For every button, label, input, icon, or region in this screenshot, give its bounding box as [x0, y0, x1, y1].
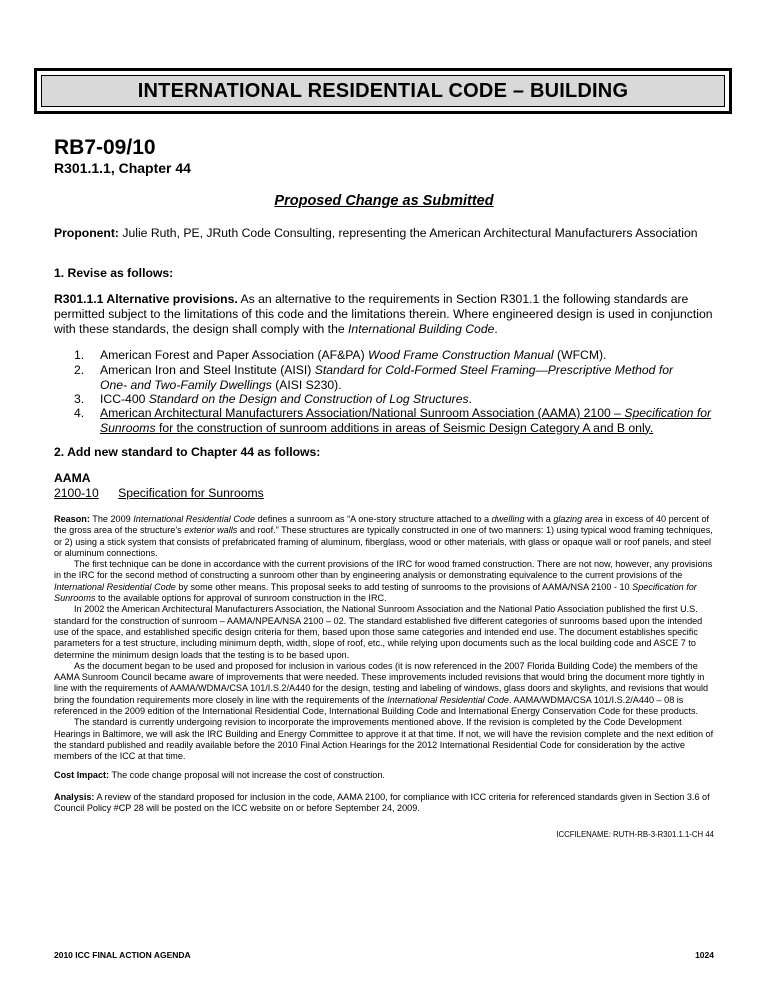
step-2-heading: 2. Add new standard to Chapter 44 as follows:	[54, 445, 321, 459]
provision-ref: International Building Code	[348, 322, 495, 336]
list-2-b: Standard for Cold-Formed Steel Framing—Prescriptive Method for One- and Two-Family Dwellings	[100, 363, 674, 392]
reason-p2-b: by some other means. This proposal seeks to add testing of sunrooms to the provisions of AAMA/NSA 2100 - 10	[178, 581, 630, 592]
provision-text-a: As an alternative to the requirements in Section R301.1 the following standards are permitted subject to the limitations of this code and the limitations therein. Where engineered design is used in conjunction with these standards, the design shall comply with the	[54, 292, 713, 336]
reason-p4-b: . AAMA/WDMA/CSA 101/I.S.2/A440 – 08 is referenced in the 2009 edition of the International Residential Code, International Building Code and International Energy Conservation Code for these products.	[54, 694, 699, 717]
analysis-text: A review of the standard proposed for inclusion in the code, AAMA 2100, for compliance with ICC criteria for referenced standards given in Section 3.6 of Council Policy #CP 28 will be posted on the ICC website on or before September 24, 2009.	[54, 792, 710, 814]
reason-p1-ref2: dwelling	[491, 514, 525, 524]
cost-impact	[54, 770, 716, 781]
document-id: RB7-09/10	[54, 136, 156, 159]
reason-p1-ref4: exterior walls	[184, 525, 238, 536]
page-number: 1024	[695, 950, 714, 960]
reason-p2-a: The first technique can be done in accordance with the current provisions of the IRC for wood framed construction. There are not now, however, any provisions in the IRC for the second method of constructing a sunroom other than by engineering analysis or demonstrating equivalence to the current provisions of the	[54, 559, 713, 581]
reason-section	[54, 514, 716, 763]
section-heading: Proposed Change as Submitted	[274, 193, 494, 209]
provision-paragraph	[54, 292, 716, 337]
list-num-2: 2.	[74, 363, 85, 377]
cost-text: The code change proposal will not increase the cost of construction.	[111, 770, 385, 780]
reason-p5: The standard is currently undergoing revision to incorporate the improvements mentioned above. If the revision is completed by the Code Development Hearings in Baltimore, we will ask the IRC Building and Energy Committee to approve it at that time. If not, we will have the revision complete and the next edition of the standard published and readily available before the 2010 Final Action Hearings for the 2012 International Residential Code for consideration by the active members of the ICC at that time.	[54, 717, 714, 762]
list-2-a: American Iron and Steel Institute (AISI)	[100, 363, 312, 377]
standard-org: AAMA	[54, 471, 91, 485]
footer-agenda: 2010 ICC FINAL ACTION AGENDA	[54, 950, 191, 960]
list-3-a: ICC-400	[100, 392, 146, 406]
list-1-c: (WFCM).	[557, 348, 607, 362]
icc-filename: ICCFILENAME: RUTH-RB-3-R301.1.1-CH 44	[556, 830, 714, 839]
reason-p4-ref: International Residential Code	[387, 694, 509, 705]
proponent-paragraph	[54, 226, 716, 241]
reason-p4-a: As the document began to be used and proposed for inclusion in various codes (it is now referenced in the 2007 Florida Building Code) the members of the AAMA Sunroom Council became aware of improvements that were needed. These improvements included revisions that would bring the document more tightly in line with the requirements of AAMA/WDMA/CSA 101/I.S.2/A440 for the design, testing and labeling of windows, glass doors and skylights, and revisions that would bring the foundation requirements more closely in line with the requirements of the	[54, 660, 709, 705]
list-4-a: American Architectural Manufacturers Association/National Sunroom Association (AAMA) 2100 –	[100, 406, 621, 420]
list-3-b: Standard on the Design and Construction of Log Structures	[148, 392, 469, 406]
list-1-a: American Forest and Paper Association (AF&PA)	[100, 348, 365, 362]
analysis-label: Analysis:	[54, 792, 95, 802]
reason-p1	[54, 514, 716, 559]
reason-label: Reason:	[54, 514, 90, 524]
standard-entry	[54, 486, 716, 501]
list-1-b: Wood Frame Construction Manual	[368, 348, 554, 362]
provision-text-b: .	[494, 322, 498, 336]
list-item-4	[74, 406, 716, 435]
reason-p2-c: to the available options for approval of sunroom construction in the IRC.	[97, 593, 387, 604]
reason-p2	[54, 559, 716, 604]
reason-p1-c: with a	[527, 514, 551, 524]
title-banner	[34, 68, 732, 114]
list-4-c: for the construction of sunroom additions in areas of Seismic Design Category A and B only.	[158, 420, 654, 435]
reason-p4	[54, 661, 716, 717]
cost-label: Cost Impact:	[54, 770, 110, 780]
list-2-c: (AISI S230).	[275, 377, 342, 392]
reason-p2-ref2: Specification for Sunrooms	[54, 581, 697, 604]
reason-p1-b: defines a sunroom as “A one-story structure attached to a	[257, 514, 490, 524]
reason-p2-ref1: International Residential Code	[54, 581, 176, 592]
standard-title: Specification for Sunrooms	[118, 486, 264, 500]
reason-p1-a: The 2009	[92, 514, 131, 524]
reason-p1-d: in excess of 40 percent of the gross area of the structure’s	[54, 514, 710, 536]
banner-title: INTERNATIONAL RESIDENTIAL CODE – BUILDING	[137, 79, 629, 102]
list-num-3: 3.	[74, 392, 85, 406]
title-banner-inner	[41, 75, 725, 107]
document-subtitle: R301.1.1, Chapter 44	[54, 160, 191, 176]
list-num-1: 1.	[74, 348, 85, 362]
list-item-1	[74, 348, 716, 363]
list-num-4: 4.	[74, 406, 85, 420]
reason-p1-e: and roof.” These structures are typically constructed in one of two manners: 1) using typical wood framing techniques, or 2) using a stick system that consists of prefabricated framing of aluminum, fiberglass, wood or other materials, with glass or opaque wall or roof panels, and steel or aluminum connections.	[54, 525, 713, 558]
list-4-b: Specification for Sunrooms	[100, 406, 712, 435]
proponent-text: Julie Ruth, PE, JRuth Code Consulting, representing the American Architectural Manufacturers Association	[122, 226, 698, 240]
proponent-label: Proponent:	[54, 226, 119, 240]
provision-label: R301.1.1 Alternative provisions.	[54, 292, 238, 306]
list-item-2	[74, 363, 716, 392]
analysis	[54, 792, 716, 815]
reason-p1-ref1: International Residential Code	[133, 514, 256, 524]
standard-code: 2100-10	[54, 486, 99, 500]
list-3-c: .	[468, 392, 472, 406]
list-item-3	[74, 392, 716, 407]
reason-p1-ref3: glazing area	[553, 514, 603, 524]
reason-p3: In 2002 the American Architectural Manufacturers Association, the National Sunroom Association and the National Patio Association published the first U.S. standard for the construction of sunroom – AAMA/NPEA/NSA 2100 – 02. The standard established five different categories of sunrooms based upon the intended use of the space, and established specific design criteria for them, based upon those same categories and intended end use. The document establishes specific parameters for a test structure, including minimum depth, width, slope of roof, etc., while relying upon documents such as the local building code and ASCE 7 to determine the minimum design loads that the testing is to be based upon.	[54, 604, 703, 660]
step-1-heading: 1. Revise as follows:	[54, 266, 174, 280]
